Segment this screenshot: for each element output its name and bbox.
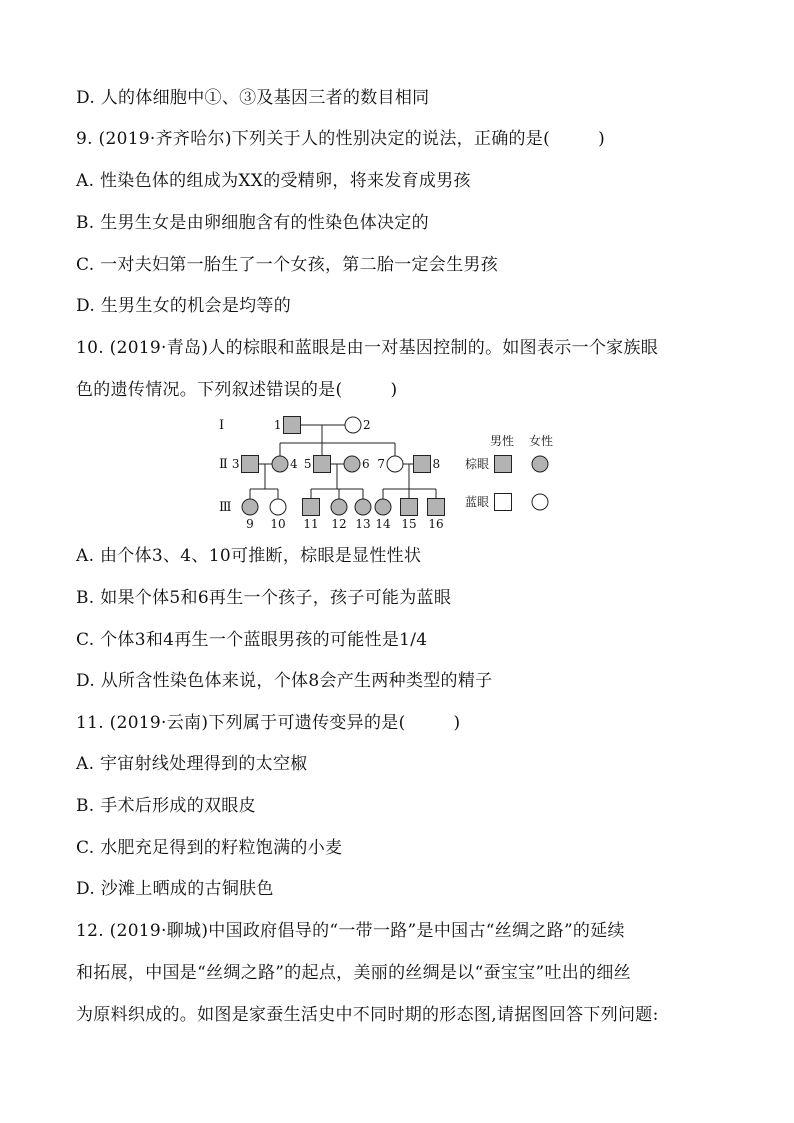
individual-11-label: 11 — [303, 517, 319, 531]
individual-15-label: 15 — [401, 517, 417, 531]
individual-3-label: 3 — [231, 457, 240, 471]
q12-line3: 为原料织成的。如图是家蚕生活史中不同时期的形态图,请据图回答下列问题: — [76, 1005, 659, 1025]
q9-stem — [76, 127, 605, 151]
individual-13-label: 13 — [355, 517, 371, 531]
q10-stem-text: 色的遗传情况。下列叙述错误的是( — [76, 380, 343, 400]
q10-option-c: C. 个体3和4再生一个蓝眼男孩的可能性是1/4 — [76, 630, 428, 650]
q12-line2: 和拓展，中国是“丝绸之路”的起点，美丽的丝绸是以“蚕宝宝”吐出的细丝 — [76, 963, 631, 983]
q10-stem-line2 — [76, 378, 397, 402]
q9-option-a: A. 性染色体的组成为XX的受精卵，将来发育成男孩 — [76, 171, 471, 191]
q12-line1: 12. (2019·聊城)中国政府倡导的“一带一路”是中国古“丝绸之路”的延续 — [76, 921, 625, 941]
individual-1-label: 1 — [273, 418, 282, 432]
individual-4-label: 4 — [290, 457, 298, 471]
legend-male-header: 男性 — [489, 434, 515, 448]
pedigree-symbols — [242, 417, 445, 516]
individual-4-symbol — [272, 456, 288, 472]
individual-11-symbol — [303, 499, 320, 516]
legend-brown-label: 棕眼 — [464, 457, 490, 471]
q11-stem-text: 11. (2019·云南)下列属于可遗传变异的是( — [76, 713, 406, 733]
legend-blue-male — [495, 494, 512, 511]
legend-female-header: 女性 — [528, 434, 554, 448]
generation-label: Ⅲ — [219, 500, 232, 515]
individual-10-symbol — [270, 499, 286, 515]
individual-7-label: 7 — [377, 457, 385, 471]
q10-stem-line1: 10. (2019·青岛)人的棕眼和蓝眼是由一对基因控制的。如图表示一个家族眼 — [76, 338, 659, 358]
individual-16-label: 16 — [428, 517, 444, 531]
pedigree-diagram — [205, 407, 565, 532]
q10-option-b: B. 如果个体5和6再生一个孩子，孩子可能为蓝眼 — [76, 588, 452, 608]
q11-stem-close: ) — [453, 713, 461, 733]
individual-6-symbol — [344, 456, 360, 472]
individual-14-symbol — [375, 499, 391, 515]
individual-9-symbol — [242, 499, 258, 515]
generation-label: Ⅰ — [219, 418, 225, 433]
q9-stem-text: 9. (2019·齐齐哈尔)下列关于人的性别决定的说法，正确的是( — [76, 129, 551, 149]
individual-8-label: 8 — [432, 457, 441, 471]
individual-3-symbol — [242, 456, 259, 473]
q9-option-c: C. 一对夫妇第一胎生了一个女孩，第二胎一定会生男孩 — [76, 255, 499, 275]
q11-stem — [76, 711, 460, 735]
individual-9-label: 9 — [246, 517, 254, 531]
individual-8-symbol — [414, 456, 431, 473]
individual-1-symbol — [284, 417, 301, 434]
individual-2-label: 2 — [363, 418, 371, 432]
q8-option-d: D. 人的体细胞中①、③及基因三者的数目相同 — [76, 88, 430, 108]
individual-6-label: 6 — [362, 457, 370, 471]
individual-13-symbol — [355, 499, 371, 515]
individual-5-symbol — [314, 456, 331, 473]
q10-option-a: A. 由个体3、4、10可推断，棕眼是显性性状 — [76, 546, 422, 566]
individual-7-symbol — [387, 456, 403, 472]
legend-blue-female — [532, 494, 548, 510]
q11-option-b: B. 手术后形成的双眼皮 — [76, 796, 256, 816]
generation-label: Ⅱ — [219, 457, 228, 472]
individual-2-symbol — [345, 417, 361, 433]
q10-stem-close: ) — [390, 380, 398, 400]
individual-12-symbol — [331, 499, 347, 515]
q10-option-d: D. 从所含性染色体来说，个体8会产生两种类型的精子 — [76, 671, 493, 691]
legend-brown-male — [495, 456, 512, 473]
individual-16-symbol — [428, 499, 445, 516]
individual-5-label: 5 — [303, 457, 312, 471]
q9-stem-close: ) — [598, 129, 606, 149]
q9-option-d: D. 生男生女的机会是均等的 — [76, 296, 292, 316]
q11-option-c: C. 水肥充足得到的籽粒饱满的小麦 — [76, 838, 343, 858]
legend-blue-label: 蓝眼 — [464, 495, 490, 509]
individual-12-label: 12 — [331, 517, 347, 531]
individual-14-label: 14 — [375, 517, 391, 531]
individual-10-label: 10 — [270, 517, 286, 531]
q9-option-b: B. 生男生女是由卵细胞含有的性染色体决定的 — [76, 213, 429, 233]
q11-option-d: D. 沙滩上晒成的古铜肤色 — [76, 879, 274, 899]
q11-option-a: A. 宇宙射线处理得到的太空椒 — [76, 754, 308, 774]
legend-brown-female — [532, 456, 548, 472]
individual-15-symbol — [401, 499, 418, 516]
